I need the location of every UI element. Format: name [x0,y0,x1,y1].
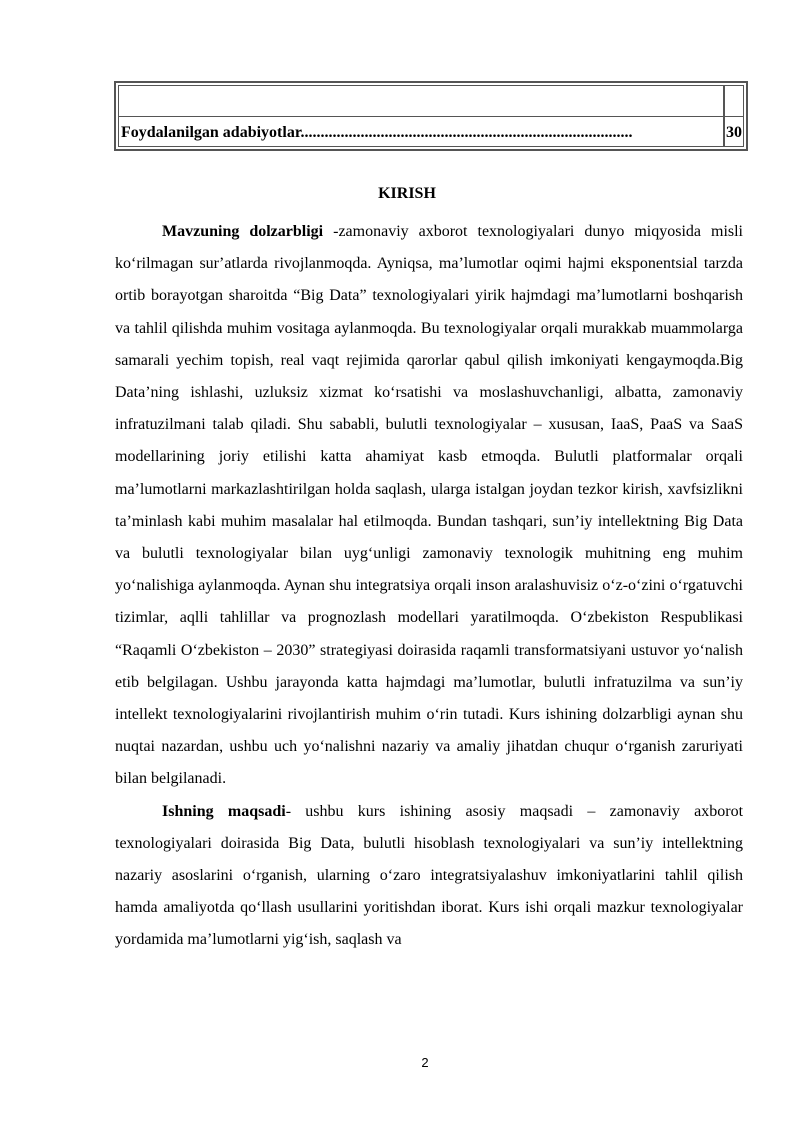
toc-table [114,81,748,151]
paragraph-text: -zamonaviy axborot texnologiyalari dunyo miqyosida misli koʻrilmagan surʼatlarda rivojlanmoqda. Ayniqsa, maʼlumotlar oqimi hajmi eksponentsial tarzda ortib borayotgan sharoitda “Big Data” texnologiyalari yirik hajmdagi maʼlumotlarni boshqarish va tahlil qilishda muhim vositaga aylanmoqda. Bu texnologiyalar orqali murakkab muammolarga samarali yechim topish, real vaqt rejimida qarorlar qabul qilish imkoniyati kengaymoqda.Big Dataʼning ishlashi, uzluksiz xizmat koʻrsatishi va moslashuvchanligi, albatta, zamonaviy infratuzilmani talab qiladi. Shu sababli, bulutli texnologiyalar – xususan, IaaS, PaaS va SaaS modellarining joriy etilishi katta ahamiyat kasb etmoqda. Bulutli platformalar orqali maʼlumotlarni markazlashtirilgan holda saqlash, ularga istalgan joydan tezkor kirish, xavfsizlikni taʼminlash kabi muhim masalalar hal etilmoqda. Bundan tashqari, sunʼiy intellektning Big Data va bulutli texnologiyalar bilan uygʻunligi zamonaviy texnologik muhitning eng muhim yoʻnalishiga aylanmoqda. Aynan shu integratsiya orqali inson aralashuvisiz oʻz-oʻzini oʻrgatuvchi tizimlar, aqlli tahlillar va prognozlash modellari yaratilmoqda. Oʻzbekiston Respublikasi “Raqamli Oʻzbekiston – 2030” strategiyasi doirasida raqamli transformatsiyani ustuvor yoʻnalish etib belgilagan. Ushbu jarayonda katta hajmdagi maʼlumotlar, bulutli infratuzilma va sunʼiy intellekt texnologiyalarini rivojlantirish muhim oʻrin tutadi. Kurs ishining dolzarbligi aynan shu nuqtai nazardan, ushbu uch yoʻnalishni nazariy va amaliy jihatdan chuqur oʻrganish zaruriyati bilan belgilanadi. [115,223,744,788]
toc-entry [121,124,632,142]
section-heading: KIRISH [378,185,436,202]
toc-leader-dots: ................................................................................... [300,124,633,141]
toc-row-divider [119,116,723,117]
paragraph-relevance [115,216,743,796]
paragraph-lead: Ishning maqsadi [162,802,286,820]
paragraph-lead: Mavzuning dolzarbligi [162,223,324,240]
body-text [115,216,743,957]
toc-page-cell [724,85,744,147]
page-number: 2 [421,1055,429,1070]
toc-row-divider [725,116,743,117]
toc-entry-label: Foydalanilgan adabiyotlar [121,124,301,141]
paragraph-text: - ushbu kurs ishining asosiy maqsadi – zamonaviy axborot texnologiyalari doirasida Big Data, bulutli hisoblash texnologiyalari va sunʼiy intellektning nazariy asoslarini oʻrganish, ularning oʻzaro integratsiyalashuv imkoniyatlarini tahlil qilish hamda amaliyotda qoʻllash usullarini yoritishdan iborat. Kurs ishi orqali mazkur texnologiyalar yordamida maʼlumotlarni yigʻish, saqlash va [115,802,744,949]
toc-page-number: 30 [726,124,742,141]
toc-entry-cell [118,85,724,147]
paragraph-goal [115,796,743,957]
